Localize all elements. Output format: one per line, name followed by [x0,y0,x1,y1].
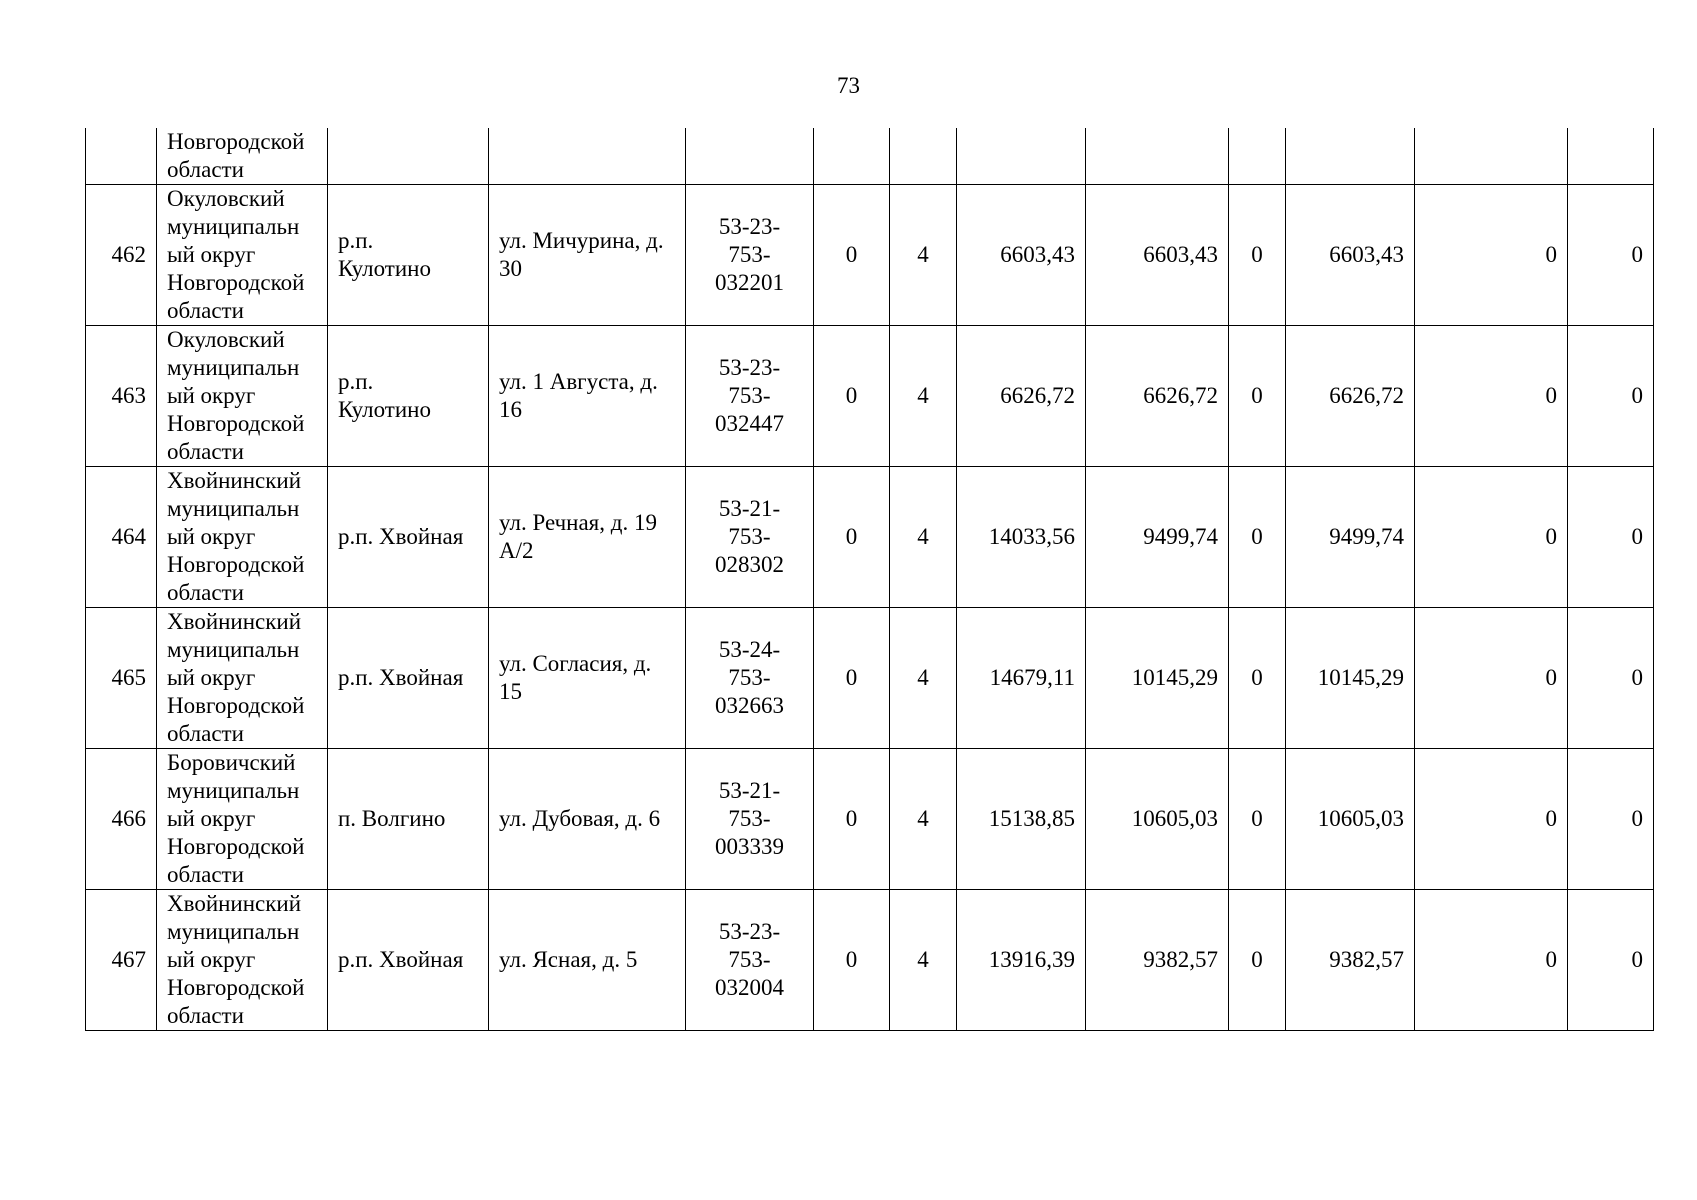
cell-district: Боровичский муниципальн ый округ Новгородской области [157,749,328,890]
cell-col13: 0 [1568,749,1654,890]
cell-settlement: р.п. Хвойная [328,890,489,1031]
table-row [86,185,1654,326]
cell-col6: 0 [814,326,890,467]
cell-num: 466 [86,749,157,890]
cell-col9: 10605,03 [1086,749,1229,890]
cell-col12 [1415,128,1568,185]
cell-col9: 6626,72 [1086,326,1229,467]
cell-col11: 9382,57 [1286,890,1415,1031]
cell-col13 [1568,128,1654,185]
cell-settlement: п. Волгино [328,749,489,890]
cell-num: 463 [86,326,157,467]
cell-col7: 4 [890,326,957,467]
cell-col7: 4 [890,890,957,1031]
cell-col6: 0 [814,467,890,608]
cell-col8 [957,128,1086,185]
cell-num: 464 [86,467,157,608]
cell-col11: 10605,03 [1286,749,1415,890]
cell-address: ул. Дубовая, д. 6 [489,749,686,890]
cell-col7: 4 [890,467,957,608]
cell-col11: 10145,29 [1286,608,1415,749]
cell-col11: 6626,72 [1286,326,1415,467]
cell-col9 [1086,128,1229,185]
cell-col6 [814,128,890,185]
cell-address: ул. Ясная, д. 5 [489,890,686,1031]
cell-col10: 0 [1229,185,1286,326]
table-row [86,467,1654,608]
table-row [86,326,1654,467]
cell-col12: 0 [1415,326,1568,467]
cell-col7: 4 [890,608,957,749]
cell-col10 [1229,128,1286,185]
cell-col9: 9499,74 [1086,467,1229,608]
cell-col13: 0 [1568,326,1654,467]
cell-col6: 0 [814,608,890,749]
cell-settlement: р.п. Хвойная [328,467,489,608]
cell-address: ул. 1 Августа, д. 16 [489,326,686,467]
cell-code: 53-24- 753- 032663 [686,608,814,749]
cell-col6: 0 [814,749,890,890]
table-row [86,608,1654,749]
cell-code: 53-23- 753- 032004 [686,890,814,1031]
cell-district: Окуловский муниципальн ый округ Новгородской области [157,185,328,326]
cell-code: 53-23- 753- 032201 [686,185,814,326]
cell-col13: 0 [1568,467,1654,608]
cell-col6: 0 [814,185,890,326]
cell-district: Окуловский муниципальн ый округ Новгородской области [157,326,328,467]
cell-num [86,128,157,185]
cell-col12: 0 [1415,608,1568,749]
cell-col9: 9382,57 [1086,890,1229,1031]
cell-col9: 6603,43 [1086,185,1229,326]
cell-col13: 0 [1568,185,1654,326]
cell-code: 53-21- 753- 003339 [686,749,814,890]
cell-num: 465 [86,608,157,749]
cell-col11: 6603,43 [1286,185,1415,326]
cell-code [686,128,814,185]
cell-col10: 0 [1229,467,1286,608]
cell-col12: 0 [1415,749,1568,890]
table-body [86,128,1654,1031]
cell-address: ул. Согласия, д. 15 [489,608,686,749]
cell-district: Хвойнинский муниципальн ый округ Новгородской области [157,467,328,608]
cell-col8: 6603,43 [957,185,1086,326]
cell-col11: 9499,74 [1286,467,1415,608]
cell-col8: 6626,72 [957,326,1086,467]
cell-num: 462 [86,185,157,326]
cell-address: ул. Речная, д. 19 А/2 [489,467,686,608]
cell-col10: 0 [1229,608,1286,749]
cell-col8: 15138,85 [957,749,1086,890]
table-row [86,749,1654,890]
continuation-row [86,128,1654,185]
cell-col10: 0 [1229,890,1286,1031]
cell-col9: 10145,29 [1086,608,1229,749]
cell-district: Хвойнинский муниципальн ый округ Новгородской области [157,608,328,749]
cell-col7 [890,128,957,185]
cell-settlement: р.п. Кулотино [328,326,489,467]
cell-col12: 0 [1415,185,1568,326]
cell-col6: 0 [814,890,890,1031]
cell-col7: 4 [890,749,957,890]
cell-col8: 13916,39 [957,890,1086,1031]
cell-col13: 0 [1568,608,1654,749]
cell-district: Хвойнинский муниципальн ый округ Новгородской области [157,890,328,1031]
cell-col12: 0 [1415,467,1568,608]
cell-col7: 4 [890,185,957,326]
cell-settlement: р.п. Хвойная [328,608,489,749]
cell-settlement [328,128,489,185]
cell-col8: 14033,56 [957,467,1086,608]
page-number: 73 [837,73,860,98]
cell-col12: 0 [1415,890,1568,1031]
cell-col8: 14679,11 [957,608,1086,749]
cell-code: 53-23- 753- 032447 [686,326,814,467]
cell-address: ул. Мичурина, д. 30 [489,185,686,326]
cell-col11 [1286,128,1415,185]
cell-col13: 0 [1568,890,1654,1031]
registry-table [85,128,1654,1031]
cell-address [489,128,686,185]
cell-settlement: р.п. Кулотино [328,185,489,326]
cell-num: 467 [86,890,157,1031]
cell-col10: 0 [1229,326,1286,467]
cell-col10: 0 [1229,749,1286,890]
cell-district: Новгородской области [157,128,328,185]
table-row [86,890,1654,1031]
cell-code: 53-21- 753- 028302 [686,467,814,608]
